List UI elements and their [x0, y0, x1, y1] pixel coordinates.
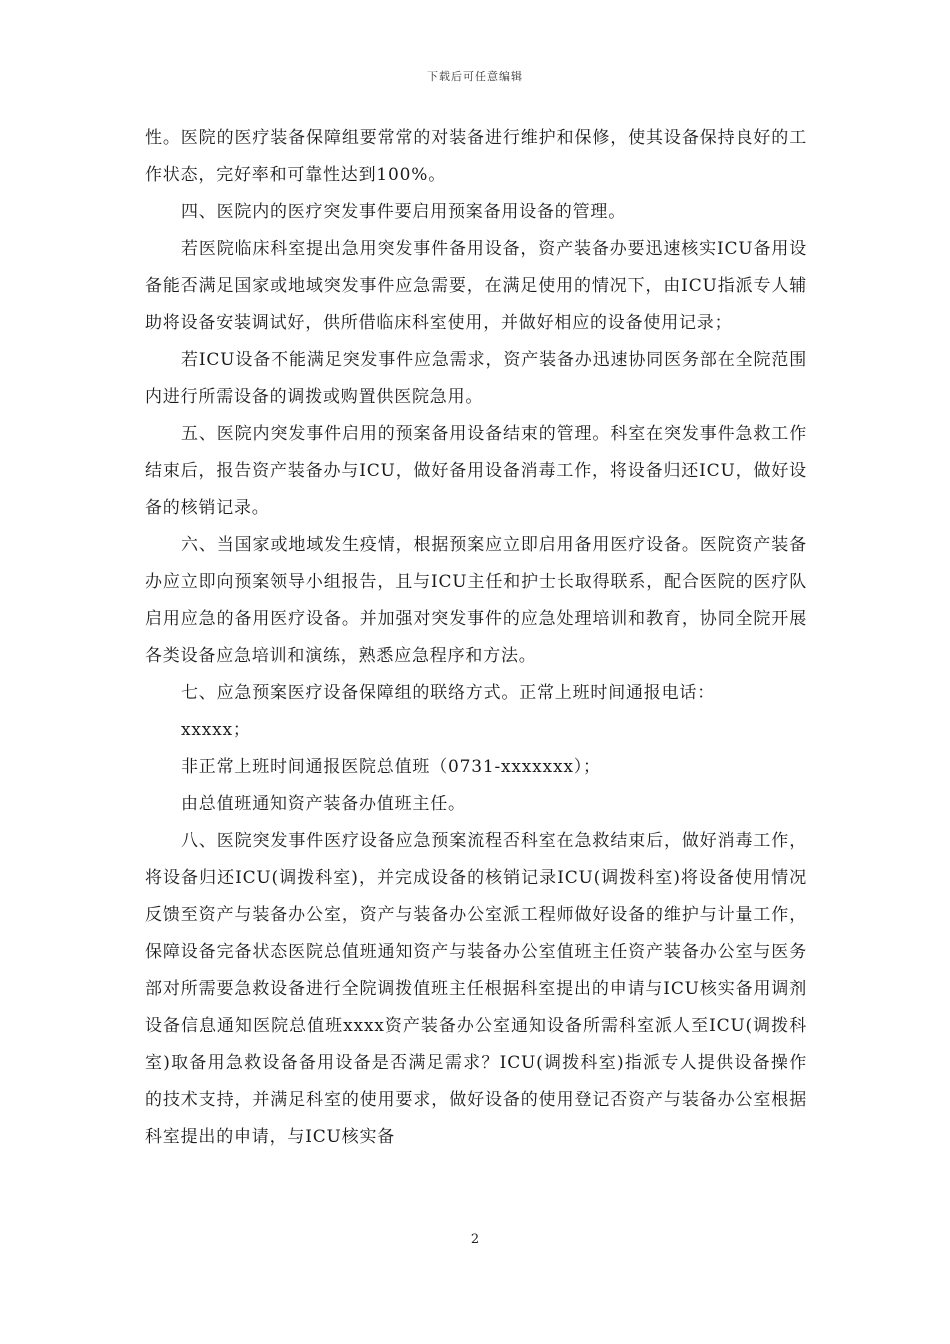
- paragraph: xxxxx；: [181, 720, 251, 740]
- paragraph: 五、医院内突发事件启用的预案备用设备结束的管理。科室在突发事件急救工作结束后，报告资产装备办与ICU，做好备用设备消毒工作，将设备归还ICU，做好设备的核销记录。: [145, 424, 807, 518]
- document-body: [145, 120, 807, 1156]
- paragraph: 性。医院的医疗装备保障组要常常的对装备进行维护和保修，使其设备保持良好的工作状态，完好率和可靠性达到100%。: [145, 128, 807, 185]
- paragraph: 六、当国家或地域发生疫情，根据预案应立即启用备用医疗设备。医院资产装备办应立即向预案领导小组报告，且与ICU主任和护士长取得联系，配合医院的医疗队启用应急的备用医疗设备。并加强对突发事件的应急处理培训和教育，协同全院开展各类设备应急培训和演练，熟悉应急程序和方法。: [145, 535, 807, 666]
- paragraph: 非正常上班时间通报医院总值班（0731-xxxxxxx）；: [181, 757, 601, 777]
- page-number: 2: [470, 1232, 480, 1247]
- paragraph: 若ICU设备不能满足突发事件应急需求，资产装备办迅速协同医务部在全院范围内进行所需设备的调拨或购置供医院急用。: [145, 350, 807, 407]
- paragraph: 四、医院内的医疗突发事件要启用预案备用设备的管理。: [181, 202, 626, 222]
- paragraph: 七、应急预案医疗设备保障组的联络方式。正常上班时间通报电话：: [181, 683, 715, 703]
- paragraph: 由总值班通知资产装备办值班主任。: [181, 794, 466, 814]
- paragraph: 八、医院突发事件医疗设备应急预案流程否科室在急救结束后，做好消毒工作，将设备归还ICU(调拨科室)，并完成设备的核销记录ICU(调拨科室)将设备使用情况反馈至资产与装备办公室，资产与装备办公室派工程师做好设备的维护与计量工作，保障设备完备状态医院总值班通知资产与装备办公室值班主任资产装备办公室与医务部对所需要急救设备进行全院调拨值班主任根据科室提出的申请与ICU核实备用调剂设备信息通知医院总值班xxxx资产装备办公室通知设备所需科室派人至ICU(调拨科室)取备用急救设备备用设备是否满足需求？ICU(调拨科室)指派专人提供设备操作的技术支持，并满足科室的使用要求，做好设备的使用登记否资产与装备办公室根据科室提出的申请，与ICU核实备: [145, 831, 807, 1147]
- header-note: 下载后可任意编辑: [427, 70, 523, 83]
- paragraph: 若医院临床科室提出急用突发事件备用设备，资产装备办要迅速核实ICU备用设备能否满足国家或地域突发事件应急需要，在满足使用的情况下，由ICU指派专人辅助将设备安装调试好，供所借临床科室使用，并做好相应的设备使用记录；: [145, 239, 807, 333]
